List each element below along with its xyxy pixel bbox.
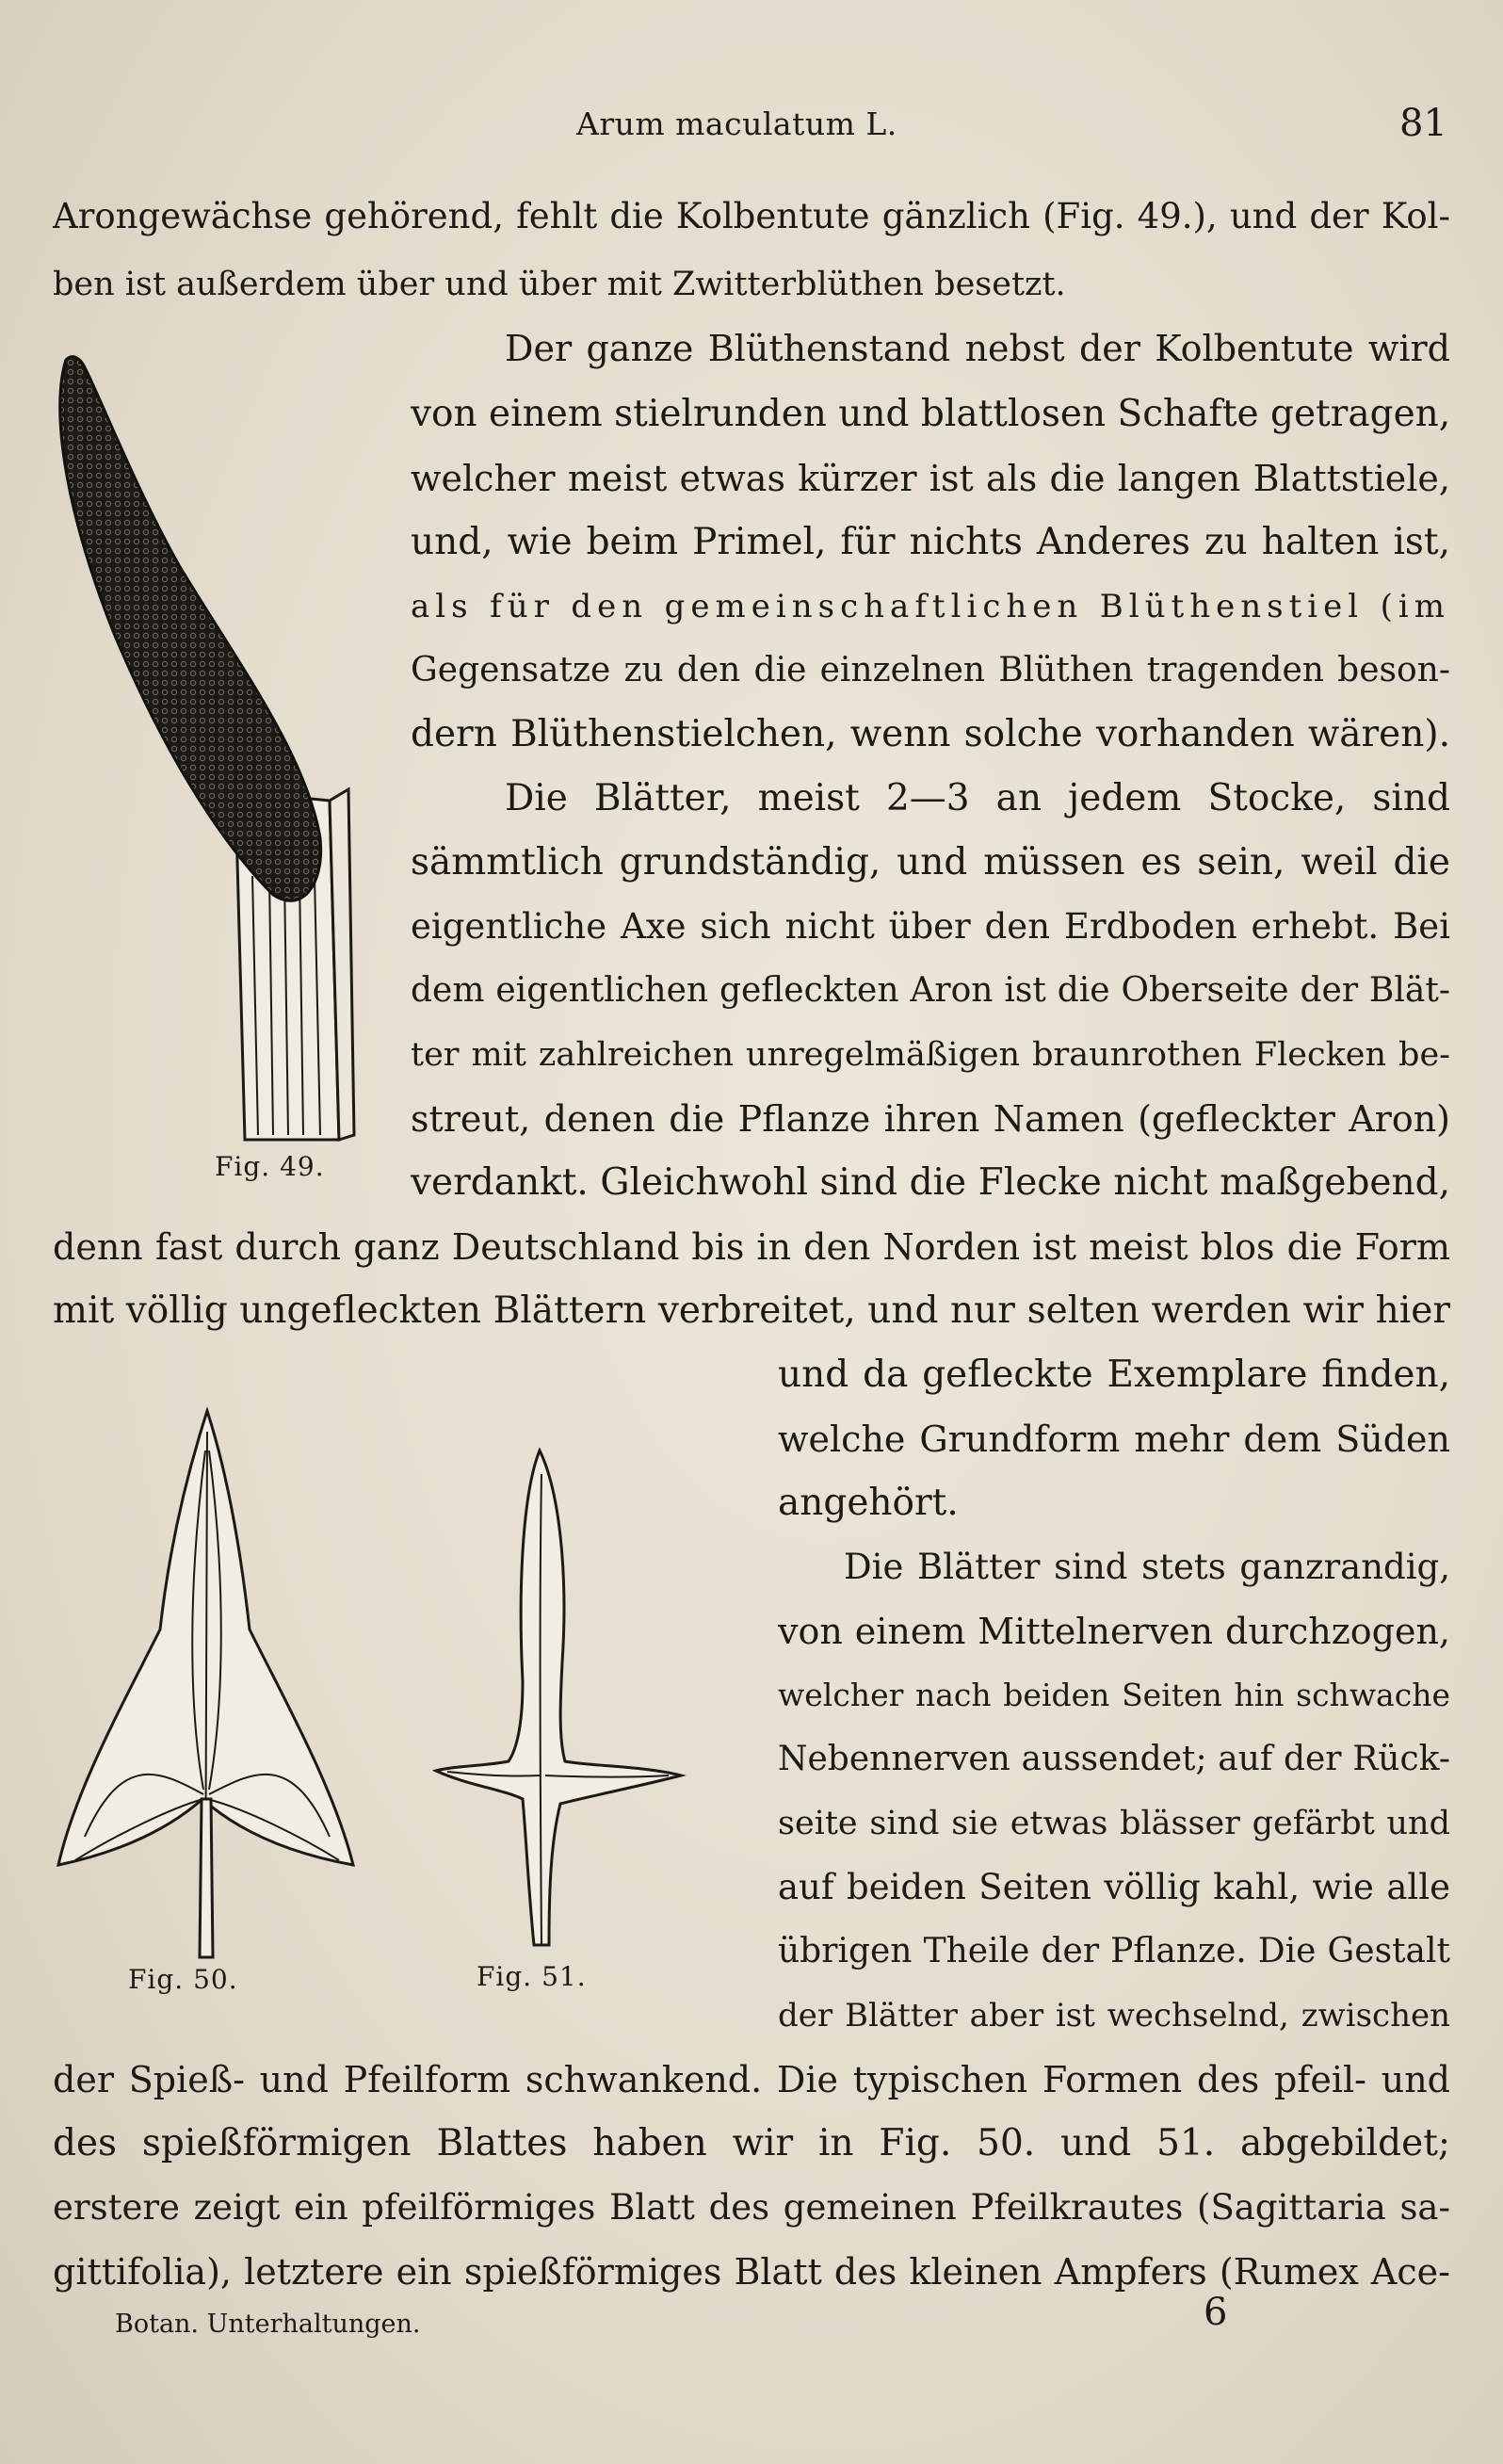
text-line: und da gefleckte Exemplare finden,: [778, 1354, 1450, 1396]
text-line: Die Blätter, meist 2—3 an jedem Stocke, sind: [505, 777, 1450, 819]
text-line: und, wie beim Primel, für nichts Anderes zu halten ist,: [411, 521, 1450, 563]
text-line: seite sind sie etwas blässer gefärbt und: [778, 1805, 1450, 1842]
text-line: sämmtlich grundständig, und müssen es sein, weil die: [411, 841, 1450, 883]
figure-49-spadix-illustration: [47, 349, 367, 1149]
text-line: welcher meist etwas kürzer ist als die langen Blattstiele,: [411, 458, 1450, 499]
figure-51-hastate-leaf-illustration: [428, 1436, 692, 1954]
text-line: mit völlig ungefleckten Blättern verbreitet, und nur selten werden wir hier: [53, 1289, 1450, 1332]
text-line: der Blätter aber ist wechselnd, zwischen: [778, 1997, 1450, 2034]
text-line: welche Grundform mehr dem Süden: [778, 1418, 1450, 1460]
text-line: ben ist außerdem über und über mit Zwitterblüthen besetzt.: [53, 266, 1066, 303]
text-line: denn fast durch ganz Deutschland bis in den Norden ist meist blos die Form: [53, 1226, 1450, 1268]
text-line: dern Blüthenstielchen, wenn solche vorhanden wären).: [411, 713, 1450, 755]
text-line: Der ganze Blüthenstand nebst der Kolbentute wird: [505, 328, 1450, 369]
figure-50-caption: Fig. 50.: [128, 1964, 238, 1995]
text-line: erstere zeigt ein pfeilförmiges Blatt des gemeinen Pfeilkrautes (Sagittaria sa-: [53, 2187, 1450, 2228]
text-line: des spießförmigen Blattes haben wir in Fig. 50. und 51. abgebildet;: [53, 2122, 1450, 2164]
signature-number: 6: [1204, 2291, 1228, 2334]
text-line: als für den gemeinschaftlichen Blüthenstiel (im: [411, 588, 1450, 625]
text-line: streut, denen die Pflanze ihren Namen (gefleckter Aron): [411, 1098, 1450, 1140]
text-line: von einem Mittelnerven durchzogen,: [778, 1611, 1450, 1652]
text-line: Nebennerven aussendet; auf der Rück-: [778, 1740, 1450, 1778]
text-line: ter mit zahlreichen unregelmäßigen braunrothen Flecken be-: [411, 1036, 1450, 1074]
text-line: Arongewächse gehörend, fehlt die Kolbentute gänzlich (Fig. 49.), und der Kol-: [53, 196, 1450, 236]
footer-signature: Botan. Unterhaltungen.: [115, 2310, 421, 2339]
text-line: Gegensatze zu den die einzelnen Blüthen tragenden beson-: [411, 651, 1450, 689]
text-line: der Spieß- und Pfeilform schwankend. Die typischen Formen des pfeil- und: [53, 2059, 1450, 2100]
text-line: angehört.: [778, 1482, 959, 1524]
text-line: gittifolia), letztere ein spießförmiges Blatt des kleinen Ampfers (Rumex Ace-: [53, 2251, 1450, 2293]
figure-50-sagittate-leaf-illustration: [47, 1394, 367, 1959]
running-title: Arum maculatum L.: [576, 105, 897, 142]
figure-51-caption: Fig. 51.: [477, 1961, 587, 1992]
text-line: übrigen Theile der Pflanze. Die Gestalt: [778, 1932, 1450, 1970]
text-line: Die Blätter sind stets ganzrandig,: [844, 1547, 1450, 1587]
text-line: verdankt. Gleichwohl sind die Flecke nicht maßgebend,: [411, 1161, 1450, 1204]
text-line: eigentliche Axe sich nicht über den Erdboden erhebt. Bei: [411, 906, 1450, 947]
text-line: auf beiden Seiten völlig kahl, wie alle: [778, 1867, 1450, 1907]
text-line: welcher nach beiden Seiten hin schwache: [778, 1677, 1450, 1713]
page-number: 81: [1399, 102, 1447, 145]
text-line: dem eigentlichen gefleckten Aron ist die Oberseite der Blät-: [411, 971, 1450, 1010]
text-line: von einem stielrunden und blattlosen Schafte getragen,: [411, 393, 1450, 435]
page-header: [0, 102, 1503, 153]
figure-49-caption: Fig. 49.: [215, 1151, 325, 1182]
